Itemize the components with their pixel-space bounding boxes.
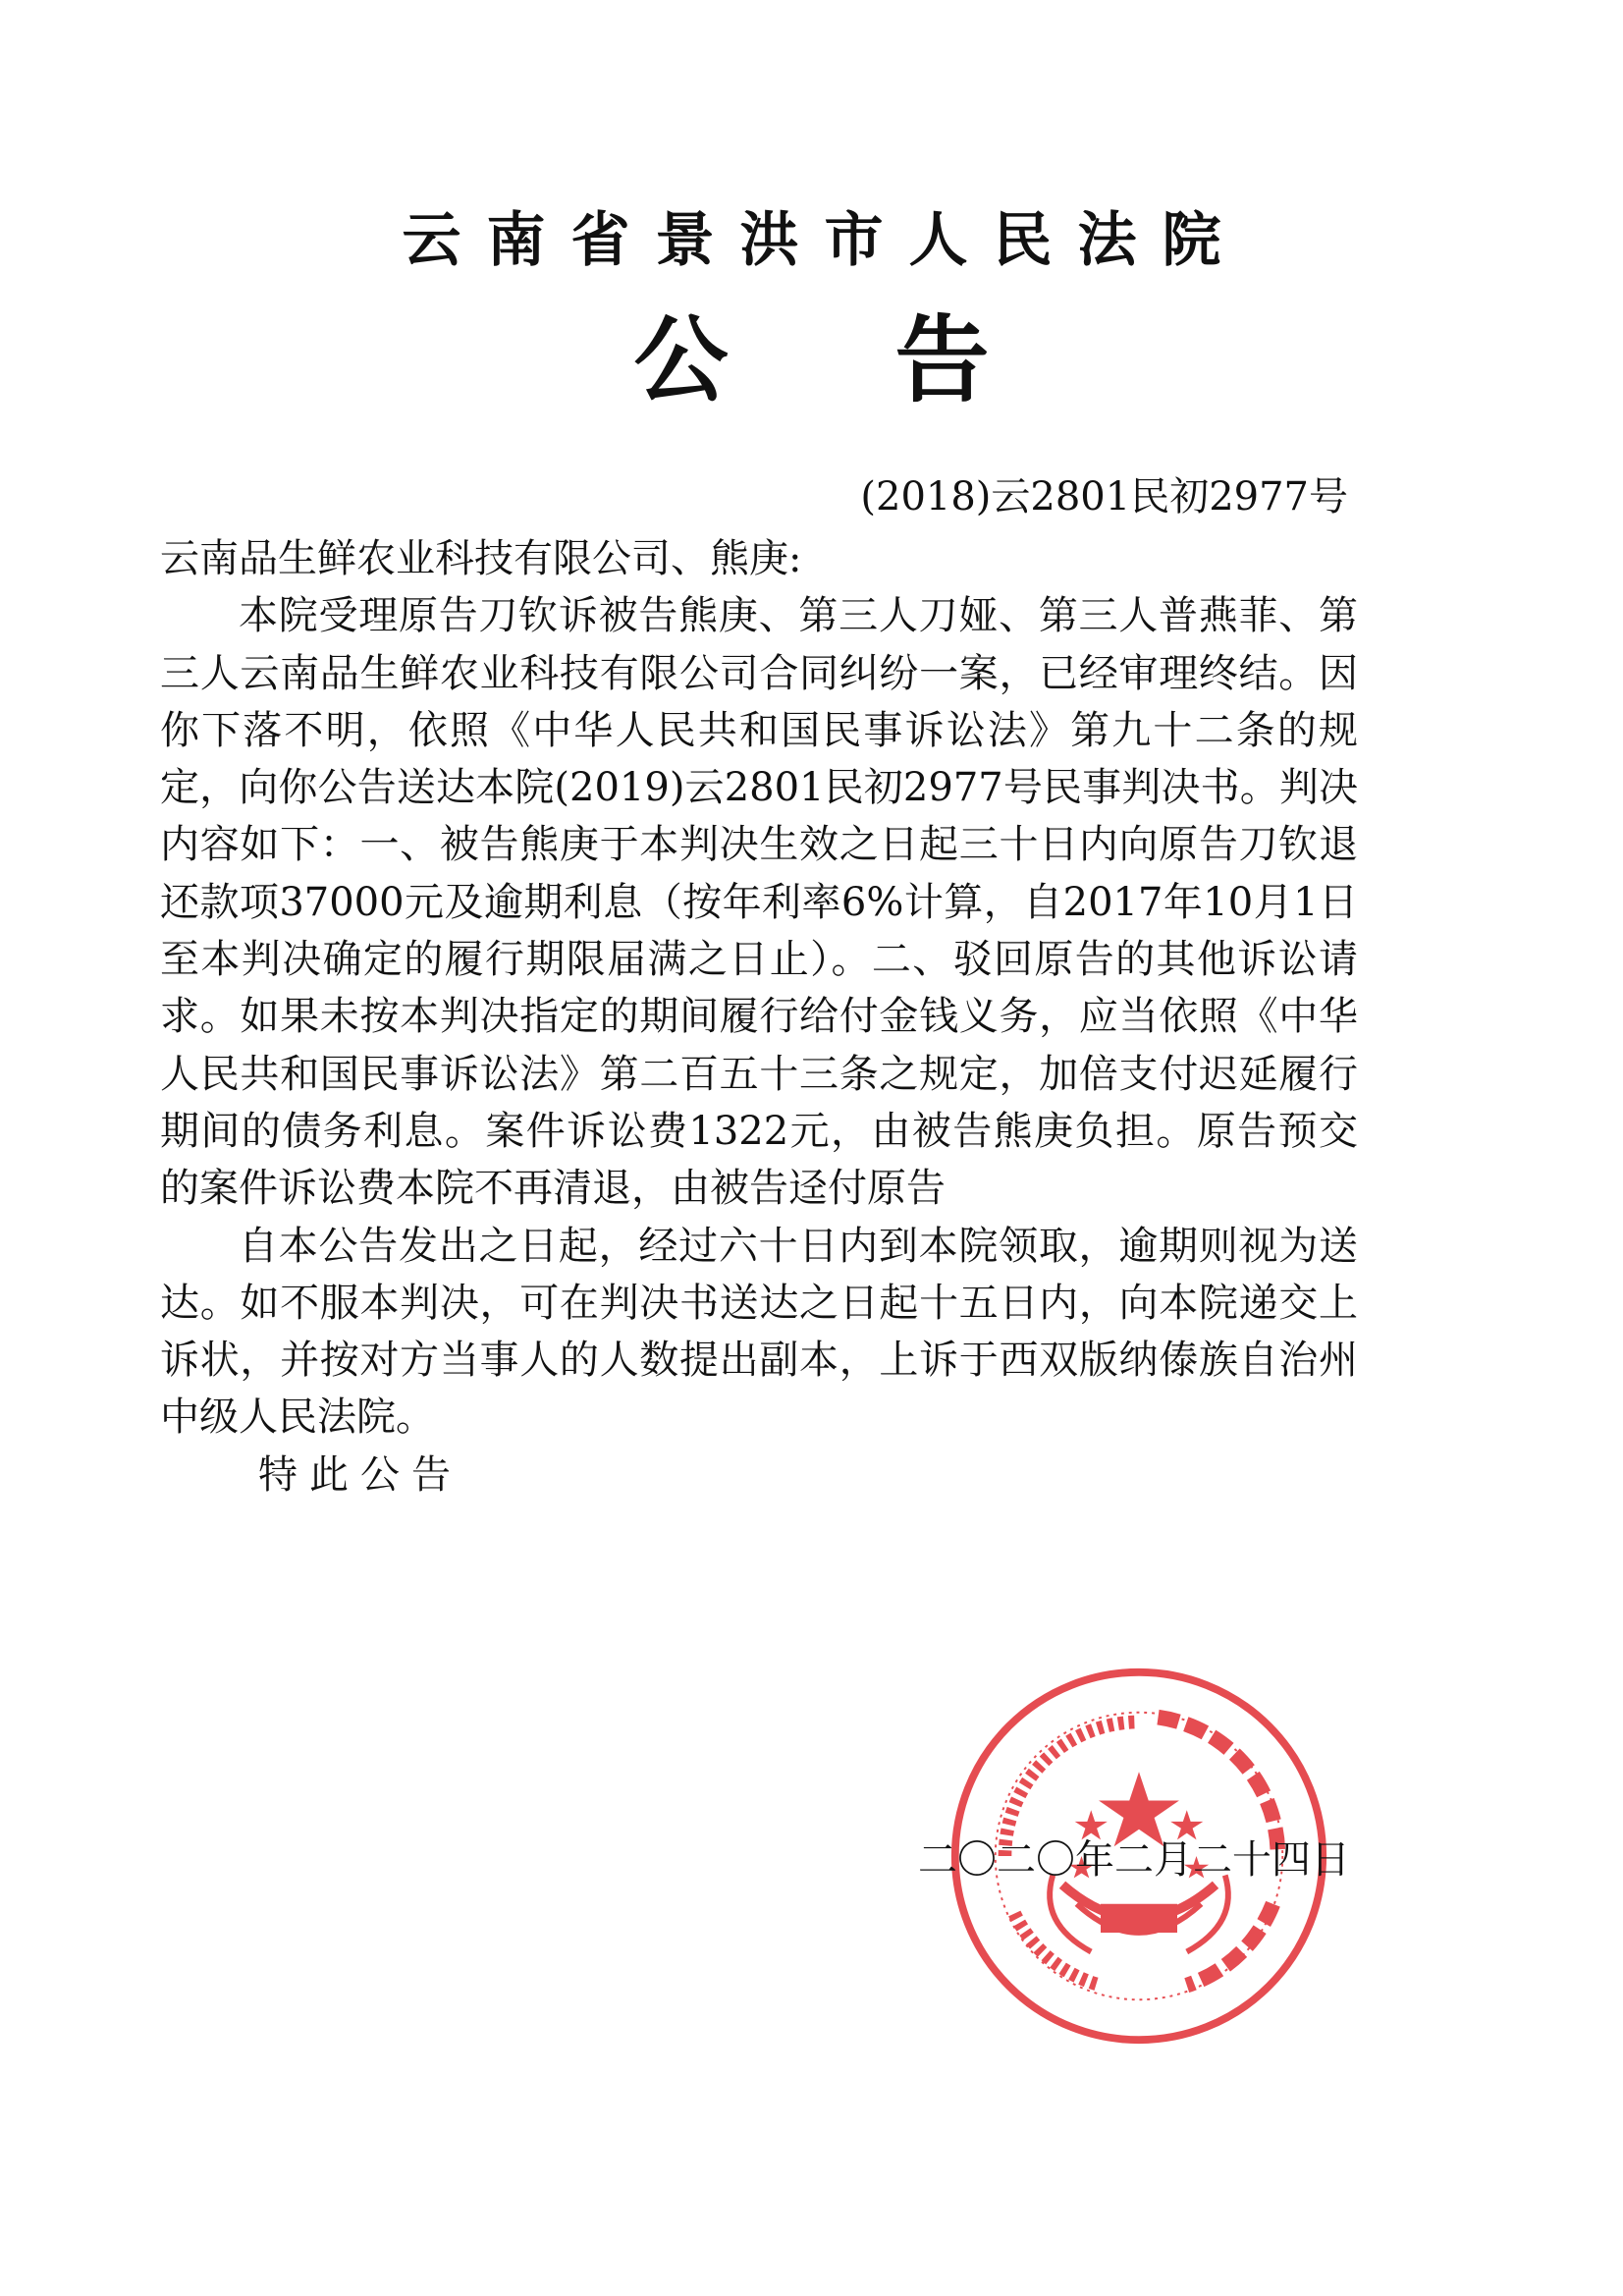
addressee: 云南品生鲜农业科技有限公司、熊庚:: [160, 536, 802, 581]
paragraph-service: 自本公告发出之日起，经过六十日内到本院领取，逾期则视为送达。如不服本判决，可在判决书送达之日起十五日内，向本院递交上诉状，并按对方当事人的人数提出副本，上诉于西双版纳傣族自治州中级人民法院。: [160, 1223, 1358, 1441]
paragraph-judgment: 本院受理原告刀钦诉被告熊庚、第三人刀娅、第三人普燕菲、第三人云南品生鲜农业科技有限公司合同纠纷一案，已经审理终结。因你下落不明，依照《中华人民共和国民事诉讼法》第九十二条的规定，向你公告送达本院(2019)云2801民初2977号民事判决书。判决内容如下：一、被告熊庚于本判决生效之日起三十日内向原告刀钦退还款项37000元及逾期利息（按年利率6%计算，自2017年10月1日至本判决确定的履行期限届满之日止）。二、驳回原告的其他诉讼请求。如果未按本判决指定的期间履行给付金钱义务，应当依照《中华人民共和国民事诉讼法》第二百五十三条之规定，加倍支付迟延履行期间的债务利息。案件诉讼费1322元，由被告熊庚负担。原告预交的案件诉讼费本院不再清退，由被告迳付原告: [160, 593, 1358, 1212]
signing-date: 二〇二〇年二月二十四日: [918, 1837, 1350, 1883]
document-title: 公告: [633, 305, 1157, 415]
announcement-body: [160, 530, 1358, 1503]
closing-phrase: 特此公告: [258, 1451, 462, 1498]
court-name: 云南省景洪市人民法院: [402, 206, 1247, 275]
case-number: (2018)云2801民初2977号: [860, 474, 1348, 519]
